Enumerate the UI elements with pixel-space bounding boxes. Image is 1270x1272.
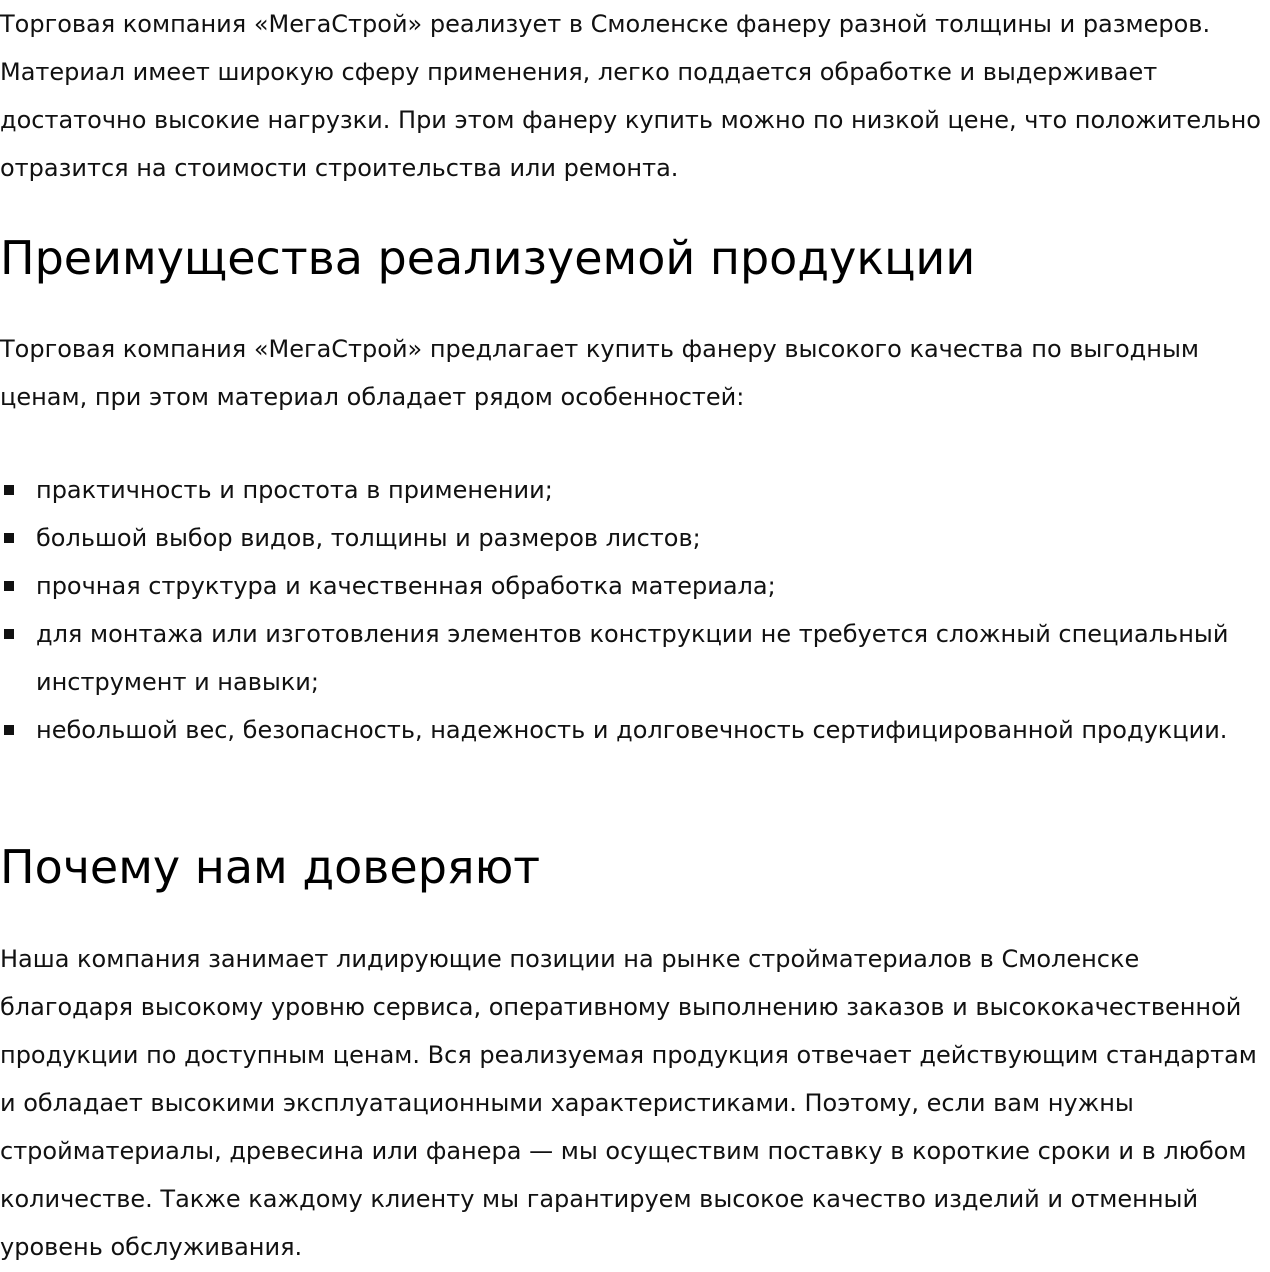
square-bullet-icon (4, 485, 14, 495)
list-item (0, 562, 1268, 610)
list-item-text: для монтажа или изготовления элементов конструкции не требуется сложный специальный инструмент и навыки; (36, 620, 1229, 696)
intro-paragraph: Торговая компания «МегаСтрой» реализует в Смоленске фанеру разной толщины и размеров. Материал имеет широкую сферу применения, легко поддается обработке и выдерживает достаточно высокие нагрузки. При этом фанеру купить можно по низкой цене, что положительно отразится на стоимости строительства или ремонта. (0, 10, 1261, 182)
list-item-text: небольшой вес, безопасность, надежность и долговечность сертифицированной продукции. (36, 716, 1228, 744)
square-bullet-icon (4, 629, 14, 639)
list-item-text: практичность и простота в применении; (36, 476, 553, 504)
list-item (0, 610, 1268, 706)
advantages-list (0, 466, 1268, 754)
trust-heading: Почему нам доверяют (0, 840, 541, 894)
trust-paragraph: Наша компания занимает лидирующие позиции на рынке стройматериалов в Смоленске благодаря высокому уровню сервиса, оперативному выполнению заказов и высококачественной продукции по доступным ценам. Вся реализуемая продукция отвечает действующим стандартам и обладает высокими эксплуатационными характеристиками. Поэтому, если вам нужны стройматериалы, древесина или фанера — мы осуществим поставку в короткие сроки и в любом количестве. Также каждому клиенту мы гарантируем высокое качество изделий и отменный уровень обслуживания. (0, 945, 1257, 1261)
list-item (0, 514, 1268, 562)
advantages-heading: Преимущества реализуемой продукции (0, 231, 976, 285)
list-item-text: большой выбор видов, толщины и размеров листов; (36, 524, 701, 552)
list-item (0, 706, 1268, 754)
advantages-paragraph: Торговая компания «МегаСтрой» предлагает купить фанеру высокого качества по выгодным ценам, при этом материал обладает рядом особенностей: (0, 335, 1199, 411)
square-bullet-icon (4, 533, 14, 543)
list-item (0, 466, 1268, 514)
list-item-text: прочная структура и качественная обработка материала; (36, 572, 776, 600)
square-bullet-icon (4, 725, 14, 735)
square-bullet-icon (4, 581, 14, 591)
